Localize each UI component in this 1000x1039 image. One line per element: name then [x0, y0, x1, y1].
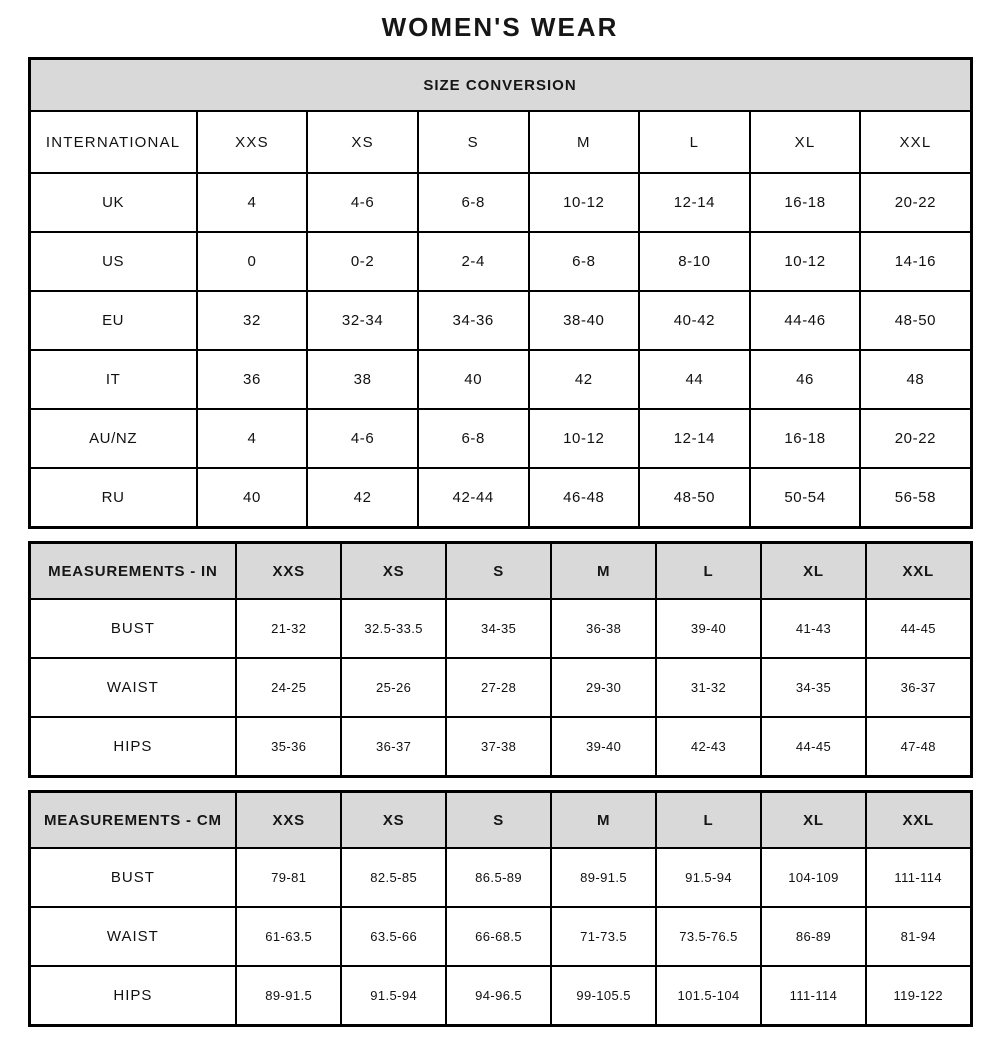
cell: 89-91.5: [551, 848, 656, 907]
cell: 104-109: [761, 848, 866, 907]
column-header: XXL: [866, 543, 971, 600]
cell: 2-4: [418, 232, 529, 291]
cell: 10-12: [529, 173, 640, 232]
column-header: XXS: [236, 543, 341, 600]
row-label: US: [29, 232, 197, 291]
table-title: SIZE CONVERSION: [29, 59, 971, 112]
cell: 40: [418, 350, 529, 409]
cell: 36-38: [551, 599, 656, 658]
column-header: XXL: [860, 111, 971, 173]
column-header-row: [29, 111, 971, 173]
column-header: XXS: [236, 792, 341, 849]
table-row: [29, 717, 971, 777]
cell: 16-18: [750, 173, 861, 232]
table-row: [29, 468, 971, 528]
cell: 91.5-94: [656, 848, 761, 907]
cell: 66-68.5: [446, 907, 551, 966]
table-row: [29, 848, 971, 907]
cell: 29-30: [551, 658, 656, 717]
cell: 37-38: [446, 717, 551, 777]
cell: 21-32: [236, 599, 341, 658]
cell: 47-48: [866, 717, 971, 777]
column-header: XS: [341, 792, 446, 849]
row-label: AU/NZ: [29, 409, 197, 468]
cell: 34-35: [446, 599, 551, 658]
cell: 34-35: [761, 658, 866, 717]
row-label: BUST: [29, 848, 236, 907]
row-label: HIPS: [29, 966, 236, 1026]
cell: 48-50: [639, 468, 750, 528]
column-header: INTERNATIONAL: [29, 111, 197, 173]
table-row: [29, 599, 971, 658]
table-row: [29, 291, 971, 350]
cell: 32-34: [307, 291, 418, 350]
cell: 48-50: [860, 291, 971, 350]
cell: 14-16: [860, 232, 971, 291]
table-row: [29, 173, 971, 232]
cell: 63.5-66: [341, 907, 446, 966]
row-label: RU: [29, 468, 197, 528]
cell: 111-114: [761, 966, 866, 1026]
column-header-row: [29, 543, 971, 600]
cell: 42: [529, 350, 640, 409]
cell: 89-91.5: [236, 966, 341, 1026]
cell: 6-8: [418, 409, 529, 468]
cell: 8-10: [639, 232, 750, 291]
cell: 41-43: [761, 599, 866, 658]
column-header: S: [446, 792, 551, 849]
cell: 34-36: [418, 291, 529, 350]
column-header: XS: [307, 111, 418, 173]
table-title: MEASUREMENTS - CM: [29, 792, 236, 849]
cell: 24-25: [236, 658, 341, 717]
cell: 101.5-104: [656, 966, 761, 1026]
cell: 119-122: [866, 966, 971, 1026]
cell: 71-73.5: [551, 907, 656, 966]
cell: 44-45: [866, 599, 971, 658]
cell: 35-36: [236, 717, 341, 777]
page-title: WOMEN'S WEAR: [381, 12, 619, 42]
cell: 10-12: [750, 232, 861, 291]
column-header: M: [551, 543, 656, 600]
cell: 38-40: [529, 291, 640, 350]
cell: 82.5-85: [341, 848, 446, 907]
cell: 20-22: [860, 173, 971, 232]
cell: 46-48: [529, 468, 640, 528]
row-label: BUST: [29, 599, 236, 658]
cell: 61-63.5: [236, 907, 341, 966]
cell: 4-6: [307, 173, 418, 232]
cell: 36-37: [866, 658, 971, 717]
measurements-in-table: [28, 541, 973, 778]
column-header: M: [551, 792, 656, 849]
cell: 42-43: [656, 717, 761, 777]
cell: 0: [197, 232, 308, 291]
cell: 91.5-94: [341, 966, 446, 1026]
cell: 10-12: [529, 409, 640, 468]
cell: 46: [750, 350, 861, 409]
measurements-cm-table: [28, 790, 973, 1027]
cell: 36-37: [341, 717, 446, 777]
cell: 40: [197, 468, 308, 528]
cell: 25-26: [341, 658, 446, 717]
row-label: WAIST: [29, 658, 236, 717]
cell: 56-58: [860, 468, 971, 528]
cell: 20-22: [860, 409, 971, 468]
cell: 39-40: [656, 599, 761, 658]
column-header: XL: [761, 792, 866, 849]
table-row: [29, 907, 971, 966]
cell: 0-2: [307, 232, 418, 291]
cell: 6-8: [418, 173, 529, 232]
table-row: [29, 966, 971, 1026]
cell: 27-28: [446, 658, 551, 717]
column-header: L: [656, 792, 761, 849]
cell: 86.5-89: [446, 848, 551, 907]
cell: 4-6: [307, 409, 418, 468]
table-title: MEASUREMENTS - IN: [29, 543, 236, 600]
cell: 12-14: [639, 173, 750, 232]
cell: 99-105.5: [551, 966, 656, 1026]
column-header: S: [446, 543, 551, 600]
column-header: S: [418, 111, 529, 173]
table-banner-row: [29, 59, 971, 112]
column-header: L: [656, 543, 761, 600]
cell: 44-46: [750, 291, 861, 350]
cell: 6-8: [529, 232, 640, 291]
cell: 86-89: [761, 907, 866, 966]
column-header: XL: [761, 543, 866, 600]
table-row: [29, 658, 971, 717]
column-header: M: [529, 111, 640, 173]
cell: 94-96.5: [446, 966, 551, 1026]
cell: 50-54: [750, 468, 861, 528]
row-label: EU: [29, 291, 197, 350]
cell: 81-94: [866, 907, 971, 966]
cell: 42: [307, 468, 418, 528]
row-label: WAIST: [29, 907, 236, 966]
cell: 44-45: [761, 717, 866, 777]
cell: 79-81: [236, 848, 341, 907]
cell: 32.5-33.5: [341, 599, 446, 658]
table-row: [29, 350, 971, 409]
row-label: IT: [29, 350, 197, 409]
column-header: XS: [341, 543, 446, 600]
cell: 12-14: [639, 409, 750, 468]
cell: 31-32: [656, 658, 761, 717]
column-header: XXS: [197, 111, 308, 173]
table-row: [29, 409, 971, 468]
cell: 44: [639, 350, 750, 409]
column-header: XXL: [866, 792, 971, 849]
cell: 36: [197, 350, 308, 409]
row-label: HIPS: [29, 717, 236, 777]
cell: 111-114: [866, 848, 971, 907]
cell: 40-42: [639, 291, 750, 350]
column-header: L: [639, 111, 750, 173]
row-label: UK: [29, 173, 197, 232]
cell: 48: [860, 350, 971, 409]
cell: 4: [197, 409, 308, 468]
cell: 73.5-76.5: [656, 907, 761, 966]
cell: 42-44: [418, 468, 529, 528]
cell: 39-40: [551, 717, 656, 777]
size-conversion-table: [28, 57, 973, 529]
column-header: XL: [750, 111, 861, 173]
cell: 16-18: [750, 409, 861, 468]
cell: 32: [197, 291, 308, 350]
table-row: [29, 232, 971, 291]
column-header-row: [29, 792, 971, 849]
cell: 38: [307, 350, 418, 409]
cell: 4: [197, 173, 308, 232]
